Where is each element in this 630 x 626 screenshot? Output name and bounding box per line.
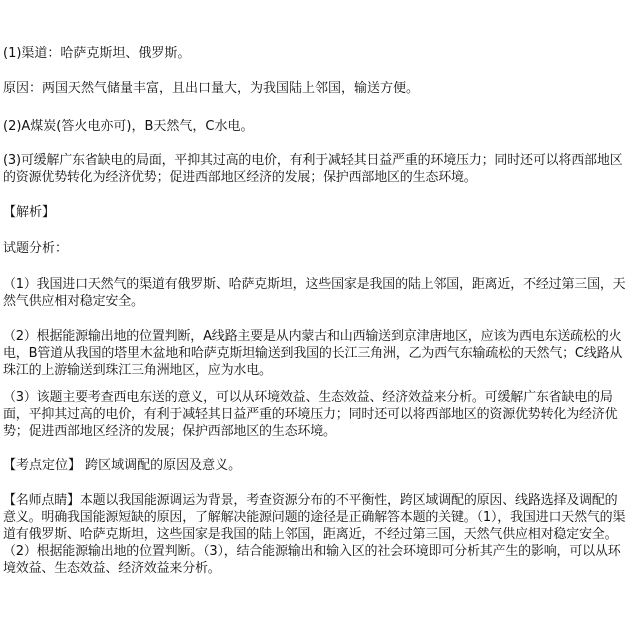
answer-channel: (1)渠道：哈萨克斯坦、俄罗斯。 bbox=[3, 46, 191, 61]
kaodian-label: 【考点定位】 bbox=[3, 458, 82, 473]
analysis-part2: （2）根据能源输出地的位置判断，A线路主要是从内蒙古和山西输送到京津唐地区，应该为西电东送疏松的火电，B管道从我国的塔里木盆地和哈萨克斯坦输送到我国的长江三角洲，乙为西气东输疏松的天然气；C线路从珠江的上游输送到珠江三角洲地区，应为水电。 bbox=[3, 329, 623, 378]
analysis-heading: 【解析】 bbox=[3, 205, 56, 220]
analysis-part1: （1）我国进口天然气的渠道有俄罗斯、哈萨克斯坦，这些国家是我国的陆上邻国，距离近，不经过第三国，天然气供应相对稳定安全。 bbox=[3, 277, 626, 309]
kaodian-text: 跨区域调配的原因及意义。 bbox=[85, 458, 242, 473]
analysis-intro: 试题分析： bbox=[3, 241, 69, 256]
answer-energy-types: (2)A煤炭(答火电亦可)，B天然气，C水电。 bbox=[3, 119, 254, 134]
answer-reason: 原因：两国天然气储量丰富，且出口量大，为我国陆上邻国，输送方便。 bbox=[3, 81, 420, 96]
teacher-note bbox=[3, 492, 627, 577]
teacher-text: 本题以我国能源调运为背景，考查资源分布的不平衡性，跨区域调配的原因、线路选择及调配的意义。明确我国能源短缺的原因，了解解决能源问题的途径是正确解答本题的关键。（1），我国进口天然气的渠道有俄罗斯、哈萨克斯坦，这些国家是我国的陆上邻国，距离近，不经过第三国，天然气供应相对稳定安全。（2）根据能源输出地的位置判断。（3），结合能源输出和输入区的社会环境即可分析其产生的影响，可以从环境效益、生态效益、经济效益来分析。 bbox=[3, 493, 626, 576]
answer-significance: (3)可缓解广东省缺电的局面，平抑其过高的电价，有利于减轻其日益严重的环境压力；同时还可以将西部地区的资源优势转化为经济优势；促进西部地区经济的发展；保护西部地区的生态环境。 bbox=[3, 153, 623, 185]
teacher-label: 【名师点睛】 bbox=[3, 493, 80, 508]
kaodian-line bbox=[3, 457, 627, 474]
analysis-part3: （3）该题主要考查西电东送的意义，可以从环境效益、生态效益、经济效益来分析。可缓解广东省缺电的局面，平抑其过高的电价，有利于减轻其日益严重的环境压力；同时还可以将西部地区的资源优势转化为经济优势；促进西部地区经济的发展；保护西部地区的生态环境。 bbox=[3, 390, 618, 439]
